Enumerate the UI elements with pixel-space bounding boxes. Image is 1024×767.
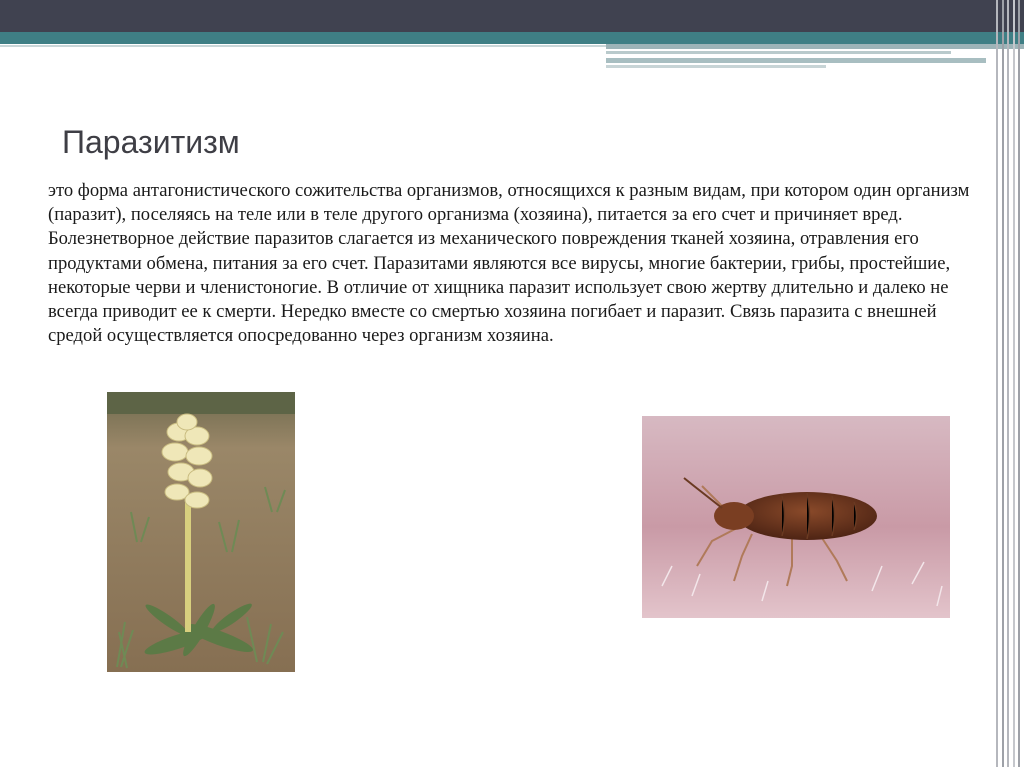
header-rule <box>606 51 951 54</box>
edge-line <box>996 0 998 767</box>
header-rule <box>606 58 986 63</box>
header-rule <box>606 44 1024 49</box>
header-rule <box>0 45 606 47</box>
header-accent-stripe <box>0 32 1024 44</box>
edge-line <box>1007 0 1009 767</box>
header-rule <box>606 65 826 68</box>
parasitic-plant-photo <box>107 392 295 672</box>
slide-title: Паразитизм <box>62 124 240 160</box>
header-bar <box>0 0 1024 32</box>
edge-line <box>1002 0 1004 767</box>
bed-bug-photo <box>642 416 950 618</box>
slide-body-text: это форма антагонистического сожительства организмов, относящихся к разным видам, при котором один организм (паразит), поселяясь на теле или в теле другого организма (хозяина), питается за его счет и причиняет вред. Болезнетворное действие паразитов слагается из механического повреждения тканей хозяина, отравления его продуктами обмена, питания за его счет. Паразитами являются все вирусы, многие бактерии, грибы, простейшие, некоторые черви и членистоногие. В отличие от хищника паразит использует свою жертву длительно и далеко не всегда приводит ее к смерти. Нередко вместе со смертью хозяина погибает и паразит. Связь паразита с внешней средой осуществляется опосредованно через организм хозяина. <box>48 180 970 347</box>
edge-line <box>1018 0 1020 767</box>
edge-line <box>1013 0 1015 767</box>
